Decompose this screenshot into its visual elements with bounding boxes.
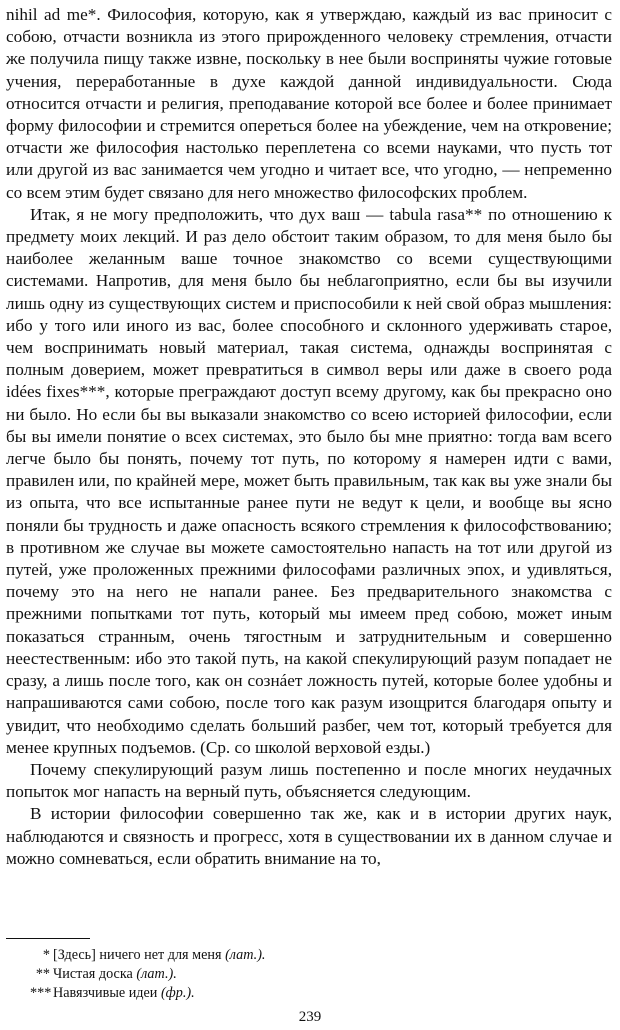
- footnote-1: [30, 946, 530, 965]
- footnote-mark: ***: [30, 985, 52, 1001]
- footnote-language: (лат.).: [136, 966, 177, 982]
- paragraph-1: nihil ad me*. Философия, которую, как я утверждаю, каждый из вас приносит с собою, отчасти возникла из этого прирожденного человеку стремления, отчасти же получила пищу также извне, поскольку в нее были восприняты чужие готовые учения, переработанные в духе каждой данной индивидуальности. Сюда относится отчасти и религия, преподавание которой все более и более принимает форму философии и стремится опереться более на убеждение, чем на откровение; отчасти же философия настолько переплетена со всеми науками, что пусть тот или другой из вас занимается чем угодно и читает все, что угодно, — непременно со всем этим будет связано для него множество философских проблем.: [6, 5, 612, 202]
- footnote-text: Чистая доска: [53, 966, 133, 982]
- footnote-language: (лат.).: [225, 947, 266, 963]
- main-text: [6, 4, 612, 870]
- paragraph-3: Почему спекулирующий разум лишь постепенно и после многих неудачных попыток мог напасть на верный путь, объясняется следующим.: [6, 759, 612, 802]
- paragraph-4: В истории философии совершенно так же, как и в истории других наук, наблюдаются и связность и прогресс, хотя в существовании их в данном случае и можно сомневаться, если обратить внимание на то,: [6, 804, 612, 868]
- footnotes: [30, 946, 530, 1003]
- footnote-mark: **: [35, 966, 50, 982]
- footnote-2: [30, 965, 530, 984]
- footnote-separator: [6, 938, 90, 939]
- footnote-language: (фр.).: [160, 985, 195, 1001]
- footnote-3: [30, 984, 530, 1003]
- page-number: 239: [298, 1009, 322, 1025]
- footnote-mark: *: [42, 947, 50, 963]
- footnote-text: Навязчивые идеи: [53, 985, 158, 1001]
- footnote-text: [Здесь] ничего нет для меня: [53, 947, 222, 963]
- paragraph-2: Итак, я не могу предположить, что дух ваш — tabula rasa** по отношению к предмету моих лекций. И раз дело обстоит таким образом, то для меня было бы наиболее желанным ваше точное знакомство со всеми существующими системами. Напротив, для меня было бы неблагоприятно, если бы вы изучили лишь одну из существующих систем и приспособили к ней свой образ мышления: ибо у того или иного из вас, более способного и склонного удерживать старое, чем воспринимать новый материал, такая система, однажды воспринятая с полным доверием, может превратиться в символ веры или даже в своего рода idées fixes***, которые преграждают доступ всему другому, как бы прекрасно оно ни было. Но если бы вы выказали знакомство со всею историей философии, если бы вы имели понятие о всех системах, это было бы мне приятно: тогда вам всего легче было бы понять, почему тот путь, по которому я намерен идти с вами, правилен или, по крайней мере, может быть правильным, так как вы уже знали бы из опыта, что все испытанные ранее пути не ведут к цели, и вообще вы ясно поняли бы трудность и даже опасность всякого стремления к философствованию; в противном же случае вы можете самостоятельно напасть на тот или другой из путей, уже проложенных прежними философами различных эпох, и удивляться, почему это на него не напали ранее. Без предварительного знакомства с прежними попытками тот путь, который мы имеем пред собою, может иным показаться странным, очень тягостным и затруднительным и совершенно неестественным: ибо это такой путь, на какой спекулирующий разум попадает не сразу, а лишь после того, как он сознáет ложность путей, которые более удобны и напрашиваются сами собою, после того как разум изощрится благодаря опыту и увидит, что необходимо сделать больший разбег, чем тот, который требуется для менее крупных подъемов. (Ср. со школой верховой езды.): [6, 204, 612, 757]
